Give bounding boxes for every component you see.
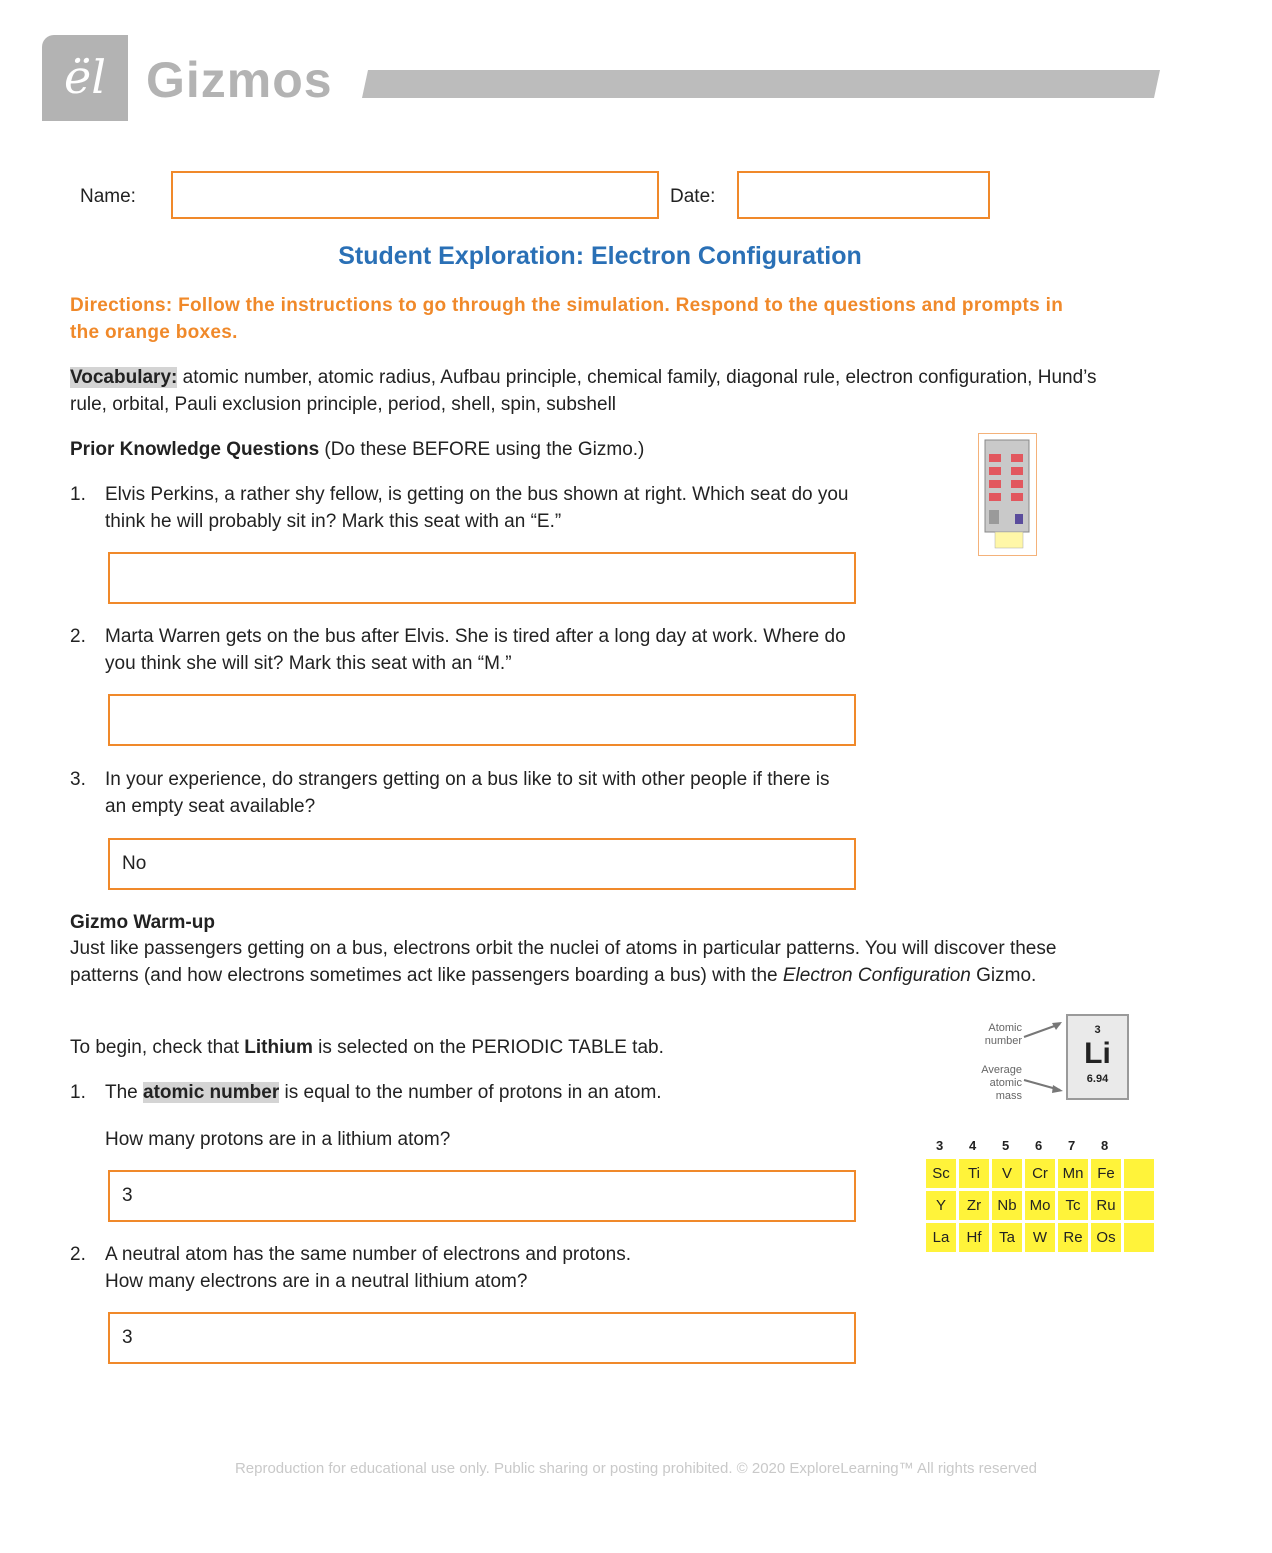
question-number: 3. <box>70 769 86 790</box>
footer-copyright: Reproduction for educational use only. Public sharing or posting prohibited. © 2020 ExploreLearning™ All rights reserved <box>234 1460 1038 1477</box>
element-cell: Ta <box>992 1223 1022 1252</box>
element-cell: Mo <box>1025 1191 1055 1220</box>
prior-knowledge-heading: Prior Knowledge Questions (Do these BEFORE using the Gizmo.) <box>70 439 645 460</box>
element-cell: Tc <box>1058 1191 1088 1220</box>
element-cell: Ti <box>959 1159 989 1188</box>
group-number: 8 <box>1101 1138 1109 1153</box>
logo-wordmark: Gizmos <box>146 52 333 108</box>
answer-box[interactable] <box>108 552 856 604</box>
question-text: A neutral atom has the same number of electrons and protons. How many electrons are in a neutral lithium atom? <box>105 1244 631 1292</box>
question-number: 2. <box>70 626 86 647</box>
element-cell: Fe <box>1091 1159 1121 1188</box>
group-numbers <box>934 1138 1132 1158</box>
element-cell: V <box>992 1159 1022 1188</box>
element-cell: Os <box>1091 1223 1121 1252</box>
name-label: Name: <box>80 186 136 207</box>
element-cell: Zr <box>959 1191 989 1220</box>
bus-diagram <box>979 434 1036 555</box>
element-number: 3 <box>1094 1024 1101 1036</box>
atomic-number-label: Atomic number <box>984 1022 1022 1047</box>
element-cell: Nb <box>992 1191 1022 1220</box>
element-mass: 6.94 <box>1086 1073 1109 1085</box>
group-number: 7 <box>1068 1138 1076 1153</box>
header-bar <box>362 70 1160 98</box>
atomic-mass-label: Average atomic mass <box>981 1064 1022 1102</box>
element-cell: Cr <box>1025 1159 1055 1188</box>
element-cell: La <box>926 1223 956 1252</box>
answer-box[interactable]: No <box>108 838 856 890</box>
element-cell: Re <box>1058 1223 1088 1252</box>
periodic-table-snippet <box>934 1138 1132 1254</box>
question-text: Elvis Perkins, a rather shy fellow, is getting on the bus shown at right. Which seat do you think he will probably sit in? Mark this seat with an “E.” <box>105 484 849 532</box>
question-number: 1. <box>70 484 86 505</box>
element-cell-partial <box>1124 1223 1154 1252</box>
bus-image <box>978 433 1037 556</box>
question-text: Marta Warren gets on the bus after Elvis. She is tired after a long day at work. Where do you think she will sit? Mark this seat with an “M.” <box>105 626 846 674</box>
element-cell: W <box>1025 1223 1055 1252</box>
element-cell: Hf <box>959 1223 989 1252</box>
element-symbol: Li <box>1084 1037 1111 1070</box>
question-text: In your experience, do strangers getting on a bus like to sit with other people if there is an empty seat available? <box>105 769 830 817</box>
warmup-heading: Gizmo Warm-up <box>70 912 215 933</box>
answer-box[interactable]: 3 <box>108 1312 856 1364</box>
name-field[interactable] <box>171 171 659 219</box>
question-subtext: How many protons are in a lithium atom? <box>105 1129 451 1150</box>
vocabulary-text: atomic number, atomic radius, Aufbau principle, chemical family, diagonal rule, electron configuration, Hund’s rule, orbital, Pauli exclusion principle, period, shell, spin, subshell <box>70 367 1097 415</box>
date-label: Date: <box>670 186 716 207</box>
question-text: The atomic number is equal to the number of protons in an atom. <box>105 1082 662 1103</box>
element-cell: Ru <box>1091 1191 1121 1220</box>
element-cell-partial <box>1124 1159 1154 1188</box>
group-number: 4 <box>969 1138 977 1153</box>
element-cell: Sc <box>926 1159 956 1188</box>
warmup-begin: To begin, check that Lithium is selected on the PERIODIC TABLE tab. <box>70 1037 664 1058</box>
date-field[interactable] <box>737 171 990 219</box>
element-cell-partial <box>1124 1191 1154 1220</box>
question-number: 1. <box>70 1082 86 1103</box>
question-number: 2. <box>70 1244 86 1265</box>
element-cell: Y <box>926 1191 956 1220</box>
element-card <box>1066 1014 1129 1100</box>
warmup-intro: Just like passengers getting on a bus, electrons orbit the nuclei of atoms in particular patterns. You will discover these patterns (and how electrons sometimes act like passengers boarding a bus) with the Electron Configuration Gizmo. <box>70 938 1057 986</box>
group-number: 6 <box>1035 1138 1043 1153</box>
vocabulary-label: Vocabulary: <box>70 367 178 388</box>
answer-box[interactable]: 3 <box>108 1170 856 1222</box>
answer-box[interactable] <box>108 694 856 746</box>
vocabulary <box>70 364 1130 418</box>
group-number: 5 <box>1002 1138 1010 1153</box>
group-number: 3 <box>936 1138 944 1153</box>
page-title: Student Exploration: Electron Configuration <box>338 242 862 270</box>
directions: Directions: Follow the instructions to go through the simulation. Respond to the questions and prompts in the orange boxes. <box>70 295 1064 343</box>
logo-mark: ël <box>64 50 106 104</box>
pointer-arrows <box>1022 1012 1068 1107</box>
highlighted-term: atomic number <box>143 1082 280 1103</box>
element-card-diagram <box>960 1012 1135 1107</box>
element-cell: Mn <box>1058 1159 1088 1188</box>
